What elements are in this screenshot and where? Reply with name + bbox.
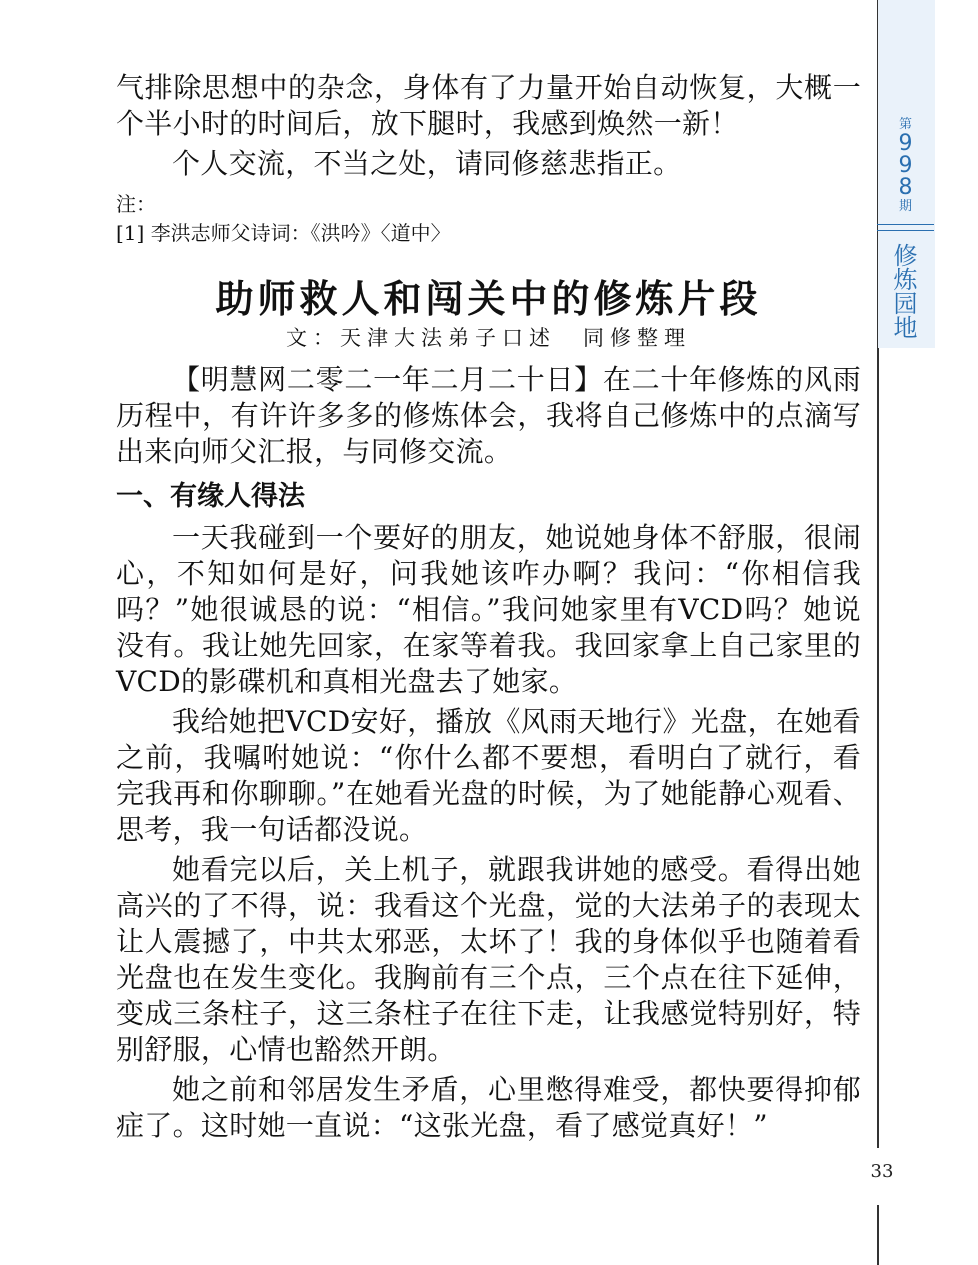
issue-number-box (877, 104, 934, 228)
issue-suffix: 期 (898, 199, 912, 214)
body-paragraph: 她看完以后，关上机子，就跟我讲她的感受。看得出她高兴的了不得，说：我看这个光盘，觉的大法弟子的表现太让人震撼了，中共太邪恶，太坏了！我的身体似乎也随着看光盘也在发生变化。我胸前有三个点，三个点在往下延伸，变成三条柱子，这三条柱子在往下走，让我感觉特别好，特别舒服，心情也豁然开朗。 (116, 853, 861, 1066)
body-paragraph: 我给她把VCD安好，播放《风雨天地行》光盘，在她看之前，我嘱咐她说：“你什么都不要想，看明白了就行，看完我再和你聊聊。”在她看光盘的时候，为了她能静心观看、思考，我一句话都没说。 (116, 705, 861, 846)
issue-digit: 9 (898, 153, 913, 178)
article-title: 助师救人和闯关中的修炼片段 (215, 276, 762, 321)
sidebar-rule-lower (877, 1205, 879, 1265)
sidebar-rule (877, 348, 879, 1148)
closing-paragraph: 个人交流，不当之处，请同修慈悲指正。 (172, 147, 682, 180)
column-name-char: 地 (893, 314, 918, 342)
body-paragraph: 一天我碰到一个要好的朋友，她说她身体不舒服，很闹心，不知如何是好，问我她该咋办啊？我问：“你相信我吗？”她很诚恳的说：“相信。”我问她家里有VCD吗？她说没有。我让她先回家，在家等着我。我回家拿上自己家里的VCD的影碟机和真相光盘去了她家。 (116, 521, 861, 698)
column-name-char: 园 (893, 290, 918, 318)
article-intro: 【明慧网二零二一年二月二十日】在二十年修炼的风雨历程中，有许许多多的修炼体会，我将自己修炼中的点滴写出来向师父汇报，与同修交流。 (116, 363, 861, 468)
issue-digit: 8 (898, 175, 913, 200)
column-name (877, 244, 934, 340)
issue-prefix: 第 (898, 117, 912, 132)
page-number: 33 (870, 1161, 894, 1182)
continuation-paragraph: 气排除思想中的杂念，身体有了力量开始自动恢复，大概一个半小时的时间后，放下腿时，我感到焕然一新！ (116, 71, 861, 140)
notes-label: 注： (116, 192, 156, 216)
column-name-char: 炼 (893, 266, 918, 294)
section-heading: 一、有缘人得法 (116, 481, 305, 512)
article-byline: 文：天津大法弟子口述 同修整理 (286, 326, 691, 350)
issue-digit: 9 (898, 131, 913, 156)
body-paragraph: 她之前和邻居发生矛盾，心里憋得难受，都快要得抑郁症了。这时她一直说：“这张光盘，看了感觉真好！” (116, 1073, 861, 1142)
sidebar-divider (877, 230, 934, 231)
footnote-item: [1] 李洪志师父诗词：《洪吟》〈道中〉 (116, 221, 451, 245)
main-text-column (116, 70, 861, 1148)
column-name-char: 修 (893, 242, 918, 270)
